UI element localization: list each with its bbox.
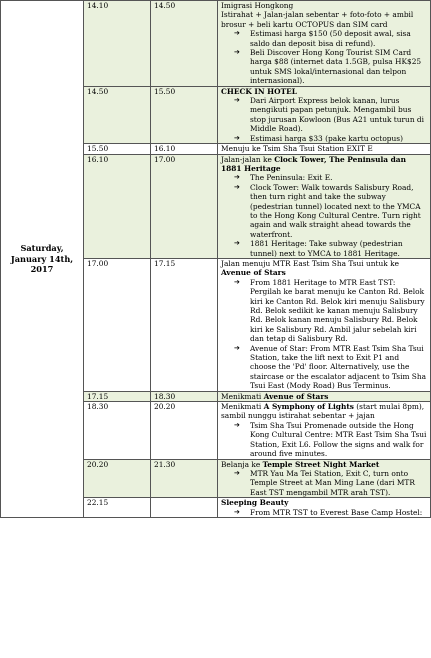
activity-cell	[218, 1, 431, 87]
start-time: 15.50	[84, 144, 151, 154]
bullet-item: ➔ Estimasi harga $33 (pake kartu octopus)	[221, 134, 427, 143]
end-time	[151, 498, 218, 518]
bullet-item: ➔ Estimasi harga $150 (50 deposit awal, sisa saldo dan deposit bisa di refund).	[221, 29, 427, 48]
bullet-item: ➔ Dari Airport Express belok kanan, lurus mengikuti papan petunjuk. Mengambil bus stop jurusan Kowloon (Bus A21 untuk turun di Middle Road).	[221, 96, 427, 134]
activity-text: CHECK IN HOTEL	[221, 86, 297, 96]
activity-text: Istirahat + Jalan-jalan sebentar + foto-foto + ambil brosur + beli kartu OCTOPUS dan SIM card	[221, 10, 414, 29]
activity-text: Belanja ke	[221, 459, 263, 469]
activity-cell	[218, 459, 431, 498]
itinerary-row	[1, 1, 431, 87]
activity-text-after: (start mulai 8pm), sambil nunggu istirahat sebentar + jajan	[221, 402, 425, 421]
end-time: 17.15	[151, 258, 218, 391]
activity-highlight: Avenue of Stars	[263, 391, 329, 401]
activity-highlight: A Symphony of Lights	[263, 402, 354, 412]
activity-text: Sleeping Beauty	[221, 498, 289, 508]
activity-line	[221, 498, 427, 507]
activity-line	[221, 402, 427, 421]
activity-line	[221, 155, 427, 174]
start-time: 22.15	[84, 498, 151, 518]
bullet-item: ➔ MTR Yau Ma Tei Station, Exit C, turn onto Temple Street at Man Ming Lane (dari MTR East TST mengambil MTR arah TST).	[221, 469, 427, 497]
activity-line	[221, 1, 427, 10]
end-time: 16.10	[151, 144, 218, 154]
start-time: 17.15	[84, 391, 151, 401]
bullet-item: ➔ Clock Tower: Walk towards Salisbury Road, then turn right and take the subway (pedestrian tunnel) located next to the YMCA to the Hong Kong Cultural Centre. Turn right again and walk straight ahead towards the waterfront.	[221, 183, 427, 239]
activity-cell	[218, 144, 431, 154]
activity-text: Menikmati	[221, 402, 264, 412]
bullet-item: ➔ Avenue of Star: From MTR East Tsim Sha Tsui Station, take the lift next to Exit P1 and choose the 'Pd' floor. Alternatively, use the staircase or the escalator adjacent to Tsim Sha Tsui East (Mody Road) Bus Terminus.	[221, 344, 427, 391]
start-time: 20.20	[84, 459, 151, 498]
start-time: 16.10	[84, 154, 151, 258]
start-time: 17.00	[84, 258, 151, 391]
end-time: 18.30	[151, 391, 218, 401]
bullet-item: ➔ Beli Discover Hong Kong Tourist SIM Card harga $88 (internet data 1.5GB, pulsa HK$25 untuk SMS lokal/internasional dan telpon internasional).	[221, 48, 427, 86]
activity-cell	[218, 402, 431, 459]
activity-highlight: Avenue of Stars	[221, 268, 286, 278]
bullet-item: ➔ Tsim Sha Tsui Promenade outside the Hong Kong Cultural Centre: MTR East Tsim Sha Tsui Station, Exit L6. Follow the signs and walk for around five minutes.	[221, 421, 427, 459]
start-time: 14.50	[84, 86, 151, 143]
activity-line	[221, 10, 427, 29]
activity-text: Jalan menuju MTR East Tsim Sha Tsui untuk ke	[221, 258, 399, 268]
activity-highlight: Temple Street Night Market	[262, 459, 380, 469]
activity-cell	[218, 258, 431, 391]
start-time: 18.30	[84, 402, 151, 459]
activity-text: Menuju ke Tsim Sha Tsui Station EXIT E	[221, 144, 373, 154]
activity-cell	[218, 154, 431, 258]
activity-text: Imigrasi Hongkong	[221, 1, 294, 10]
activity-cell	[218, 391, 431, 401]
bullet-item: ➔ The Peninsula: Exit E.	[221, 173, 427, 182]
activity-line	[221, 392, 427, 401]
activity-line	[221, 460, 427, 469]
bullet-item: ➔ From MTR TST to Everest Base Camp Hostel:	[221, 508, 427, 517]
bullet-item: ➔ From 1881 Heritage to MTR East TST: Pergilah ke barat menuju ke Canton Rd. Belok kiri ke Canton Rd. Belok kiri menuju Salisbury Rd. Belok sedikit ke kanan menuju Salisbury Rd. Belok kanan menuju Salisbury Rd. Belok kiri ke Salisbury Rd. Ambil jalur sebelah kiri dan tetap di Salisbury Rd.	[221, 278, 427, 344]
end-time: 20.20	[151, 402, 218, 459]
start-time: 14.10	[84, 1, 151, 87]
day-label: Saturday, January 14th, 2017	[1, 1, 84, 518]
activity-highlight: Clock Tower, The Peninsula dan 1881 Heritage	[221, 154, 406, 173]
bullet-item: ➔ 1881 Heritage: Take subway (pedestrian tunnel) next to YMCA to 1881 Heritage.	[221, 239, 427, 258]
activity-cell	[218, 86, 431, 143]
end-time: 21.30	[151, 459, 218, 498]
activity-text: Jalan-jalan ke	[221, 154, 275, 164]
activity-text: Menikmati	[221, 391, 264, 401]
activity-cell	[218, 498, 431, 518]
end-time: 15.50	[151, 86, 218, 143]
activity-line	[221, 87, 427, 96]
activity-line	[221, 144, 427, 153]
itinerary-body	[1, 1, 431, 518]
activity-line	[221, 259, 427, 278]
end-time: 14.50	[151, 1, 218, 87]
end-time: 17.00	[151, 154, 218, 258]
